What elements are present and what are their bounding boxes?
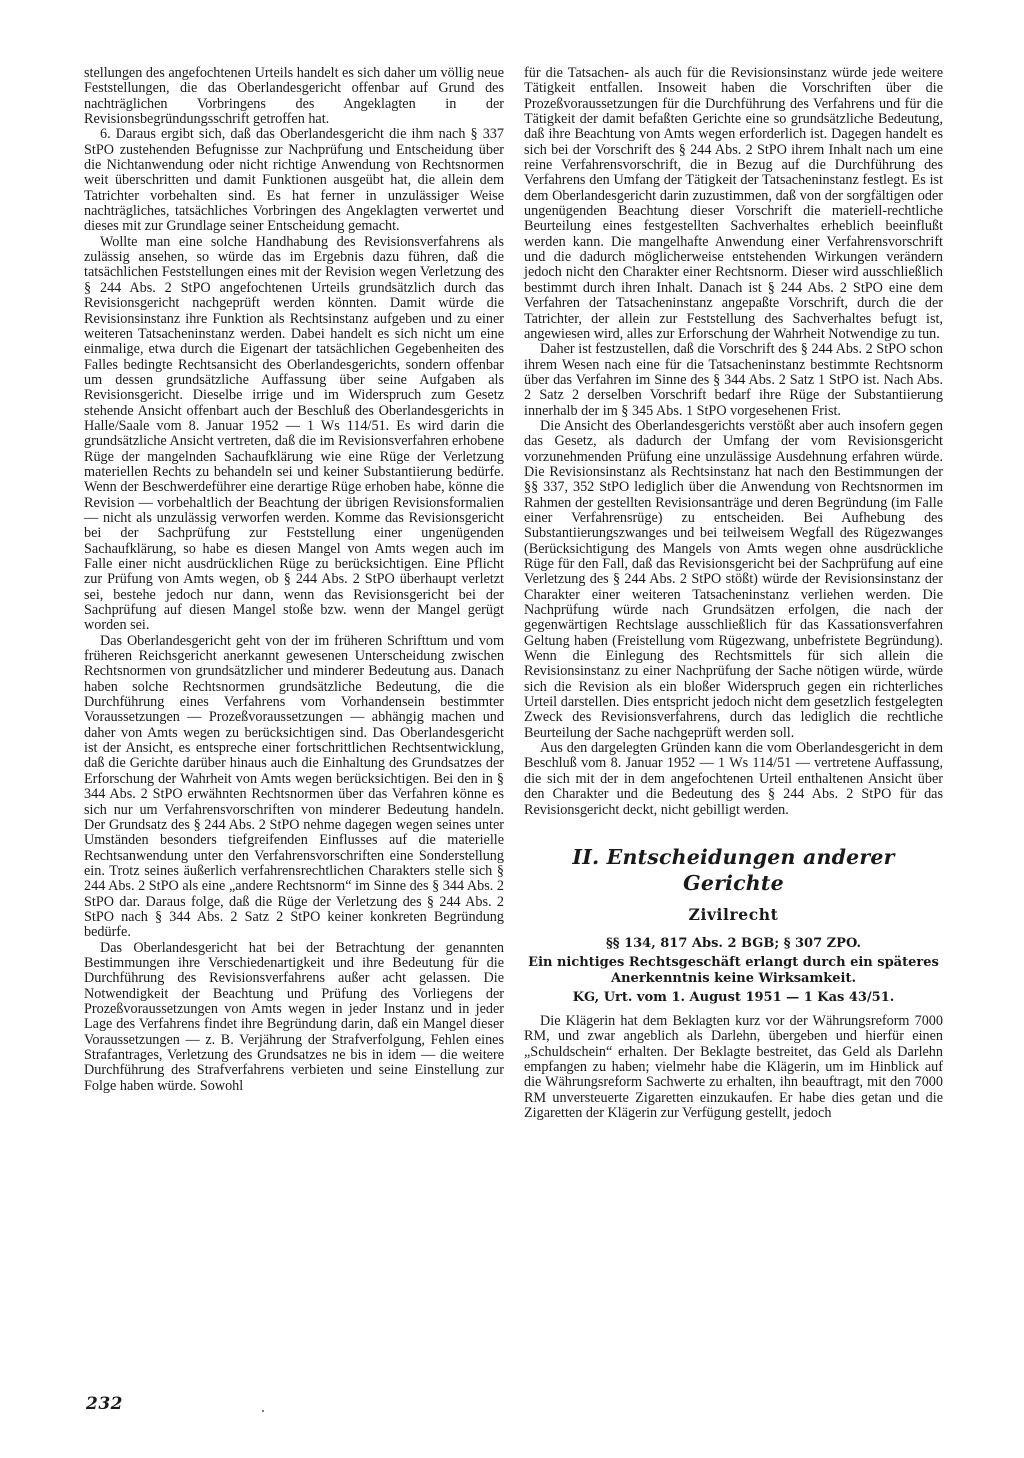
- right-column: [524, 66, 943, 1121]
- paragraph: Wollte man eine solche Handhabung des Revisionsverfahrens als zulässig ansehen, so würde das im Ergebnis dazu führen, daß die tatsächlichen Feststellungen eines mit der Revision wegen Verletzung des § 244 Abs. 2 StPO angefochtenen Urteils grundsätzlich durch das Revisionsgericht nachgeprüft werden könnten. Damit würde die Revisionsinstanz ihre Funktion als Rechtsinstanz aufgeben und zu einer weiteren Tatsacheninstanz werden. Dabei handelt es sich nicht um eine einmalige, etwa durch die Eigenart der tatsächlichen Gegebenheiten des Falles bedingte Rechtsansicht des Oberlandesgerichts, sondern offenbar um dessen grundsätzliche Auffassung über seine Aufgaben als Revisionsgericht. Dieselbe irrige und im Widerspruch zum Gesetz stehende Ansicht offenbart auch der Beschluß des Oberlandesgerichts in Halle/Saale vom 8. Januar 1952 — 1 Ws 114/51. Es wird darin die grundsätzliche Ansicht vertreten, daß die im Revisionsverfahren erhobene Rüge der mangelnden Sachaufklärung wie eine Rüge der Verletzung materiellen Rechts zu behandeln sei und keiner Substantiierung bedürfe. Wenn der Beschwerdeführer eine derartige Rüge erhoben habe, könne die Revision — vorbehaltlich der Beachtung der übrigen Revisionsformalien — nicht als unzulässig verworfen werden. Komme das Revisionsgericht bei der Sachprüfung zur Feststellung einer ungenügenden Sachaufklärung, so habe es diesen Mangel von Amts wegen auch im Falle einer nicht ausdrücklichen Rüge zu berücksichtigen. Eine Pflicht zur Prüfung von Amts wegen, ob § 244 Abs. 2 StPO überhaupt verletzt sei, bestehe jedoch nur dann, wenn das Revisionsgericht bei der Sachprüfung auf diesen Mangel stoße bzw. wenn der Mangel gerügt worden sei.: [84, 233, 504, 634]
- decision-norms: §§ 134, 817 Abs. 2 BGB; § 307 ZPO.: [605, 935, 862, 951]
- print-speck: [262, 1410, 264, 1412]
- paragraph: 6. Daraus ergibt sich, daß das Oberlandesgericht die ihm nach § 337 StPO zustehenden Befugnisse zur Nachprüfung und Entscheidung über die Nichtanwendung oder nicht richtige Anwendung von Rechtsnormen weit überschritten und damit Funktionen ausgeübt hat, die allein dem Tatrichter vorbehalten sind. Es hat ferner in unzulässiger Weise nachträgliches, tatsächliches Vorbringen des Angeklagten verwertet und dieses mit zur Grundlage seiner Entscheidung gemacht.: [84, 126, 504, 235]
- decision-headnote: Ein nichtiges Rechtsgeschäft erlangt durch ein späteres Anerkenntnis keine Wirksamkeit.: [528, 955, 939, 986]
- section-heading: II. Entscheidungen anderer Gerichte: [572, 844, 895, 895]
- paragraph: Aus den dargelegten Gründen kann die vom Oberlandesgericht in dem Beschluß vom 8. Januar 1952 — 1 Ws 114/51 — vertretene Auffassung, die sich mit der in dem angefochtenen Urteil enthaltenen Ansicht über den Charakter und die Bedeutung des § 244 Abs. 2 StPO für das Revisionsgericht deckt, nicht gebilligt werden.: [524, 740, 943, 818]
- paragraph: Das Oberlandesgericht hat bei der Betrachtung der genannten Bestimmungen ihre Verschiedenartigkeit und ihre Bedeutung für die Durchführung des Revisionsverfahrens außer acht gelassen. Die Notwendigkeit der Beachtung und Prüfung des Vorliegens der Prozeßvoraussetzungen von Amts wegen in jeder Instanz und in jeder Lage des Verfahrens findet ihre Begründung darin, daß ein Mangel dieser Voraussetzungen — z. B. Verjährung der Strafverfolgung, Fehlen eines Strafantrages, Verletzung des Grundsatzes ne bis in idem — die weitere Durchführung des Strafverfahrens verbieten und seine Einstellung zur Folge haben würde. Sowohl: [84, 939, 504, 1094]
- paragraph: Die Ansicht des Oberlandesgerichts verstößt aber auch insofern gegen das Gesetz, als dadurch der Umfang der vom Revisionsgericht vorzunehmenden Prüfung eine unzulässige Ausdehnung erfahren würde. Die Revisionsinstanz als Rechtsinstanz hat nach den Bestimmungen der §§ 337, 352 StPO lediglich über die Anwendung von Rechtsnormen im Rahmen der gestellten Revisionsanträge und deren Begründung (im Falle einer Verfahrensrüge) zu entscheiden. Bei Aufhebung des Substantiierungszwanges und bei teilweisem Wegfall des Rügezwanges (Berücksichtigung des Mangels von Amts wegen ohne ausdrückliche Rüge für den Fall, daß das Revisionsgericht bei der Sachprüfung auf eine Verletzung des § 244 Abs. 2 StPO stößt) würde der Revisionsinstanz der Charakter einer weiteren Tatsacheninstanz verliehen werden. Die Nachprüfung würde nach Grundsätzen erfolgen, die nach der gegenwärtigen Rechtslage ausschließlich für das Kassationsverfahren Geltung haben (Freistellung vom Rügezwang, unbefristete Begründung). Wenn die Einlegung des Rechtsmittels für sich allein die Revisionsinstanz zu einer Nachprüfung der Sache nötigen würde, würde sich die Revision als ein bloßer Widerspruch gegen ein richterliches Urteil darstellen. Dies entspricht jedoch nicht dem gesetzlich festgelegten Zweck des Revisionsverfahrens, durch das lediglich die rechtliche Beurteilung der Sache nachgeprüft werden soll.: [524, 417, 943, 741]
- paragraph: Die Klägerin hat dem Beklagten kurz vor der Währungsreform 7000 RM, und zwar angeblich als Darlehn, übergeben und hierfür einen „Schuldschein“ erhalten. Der Beklagte bestreitet, das Geld als Darlehn empfangen zu haben; vielmehr habe die Klägerin, um im Hinblick auf die Währungsreform Sachwerte zu erhalten, ihn beauftragt, mit den 7000 RM unversteuerte Zigaretten einzukaufen. Er habe dies getan und die Zigaretten der Klägerin zur Verfügung gestellt, jedoch: [524, 1012, 943, 1121]
- decision-header: [524, 936, 943, 1006]
- paragraph: stellungen des angefochtenen Urteils handelt es sich daher um völlig neue Feststellungen, die das Oberlandesgericht offenbar auf Grund des nachträglichen Vorbringens des Angeklagten in der Revisionsbegründungsschrift getroffen hat.: [84, 65, 504, 128]
- left-column: [84, 66, 504, 1094]
- page-number: 232: [86, 1394, 123, 1414]
- decision-court-reference: KG, Urt. vom 1. August 1951 — 1 Kas 43/51.: [572, 990, 895, 1006]
- paragraph: Das Oberlandesgericht geht von der im früheren Schrifttum und vom früheren Reichsgericht anerkannt gewesenen Unterscheidung zwischen Rechtsnormen von grundsätzlicher und minderer Bedeutung aus. Danach haben solche Rechtsnormen grundsätzliche Bedeutung, die die Durchführung eines Verfahrens vom Vorhandensein bestimmter Voraussetzungen — Prozeßvoraussetzungen — abhängig machen und daher von Amts wegen zu berücksichtigen sind. Das Oberlandesgericht ist der Ansicht, es entspreche einer fortschrittlichen Rechtsentwicklung, daß die Gerichte darüber hinaus auch die Einhaltung des Grundsatzes der Erforschung der Wahrheit von Amts wegen berücksichtigen. Bei den in § 344 Abs. 2 StPO erwähnten Rechtsnormen über das Verfahren könne es sich nur um Verfahrensvorschriften von minderer Bedeutung handeln. Der Grundsatz des § 244 Abs. 2 StPO nehme dagegen wegen seines unter Umständen besonders tiefgreifenden Einflusses auf die materielle Rechtsanwendung unter den Verfahrensvorschriften eine Sonderstellung ein. Trotz seines äußerlich verfahrensrechtlichen Charakters stelle sich § 244 Abs. 2 StPO als eine „andere Rechtsnorm“ im Sinne des § 344 Abs. 2 StPO dar. Daraus folge, daß die Rüge der Verletzung des § 244 Abs. 2 StPO nach § 344 Abs. 2 Satz 2 StPO keiner konkreten Begründung bedürfe.: [84, 632, 504, 941]
- paragraph: für die Tatsachen- als auch für die Revisionsinstanz würde jede weitere Tätigkeit entfallen. Insoweit haben die Vorschriften über die Prozeßvoraussetzungen für die Durchführung des Verfahrens und für die Tätigkeit der damit befaßten Gerichte eine so grundsätzliche Bedeutung, daß ihre Beachtung von Amts wegen erforderlich ist. Dagegen handelt es sich bei der Vorschrift des § 244 Abs. 2 StPO ihrem Inhalt nach um eine reine Verfahrensvorschrift, die in Bezug auf die Durchführung des Verfahrens den Umfang der Tätigkeit der Tatsacheninstanz festlegt. Es ist dem Oberlandesgericht darin zuzustimmen, daß von der sorgfältigen oder ungenügenden Beachtung dieser Vorschrift die materiell-rechtliche Beurteilung eines festgestellten Sachverhaltes erheblich beeinflußt werden kann. Die mangelhafte Anwendung einer Verfahrensvorschrift und die dadurch möglicherweise entstehenden Wirkungen verändern jedoch nicht den Charakter einer Rechtsnorm. Dieser wird ausschließlich bestimmt durch ihren Inhalt. Danach ist § 244 Abs. 2 StPO eine dem Verfahren der Tatsacheninstanz angepaßte Vorschrift, durch die der Tatrichter, der allein zur Feststellung des Sachverhaltes befugt ist, angewiesen wird, alles zur Erforschung der Wahrheit Notwendige zu tun.: [524, 65, 943, 342]
- sub-heading: Zivilrecht: [688, 904, 779, 924]
- paragraph: Daher ist festzustellen, daß die Vorschrift des § 244 Abs. 2 StPO schon ihrem Wesen nach eine für die Tatsacheninstanz bestimmte Rechtsnorm über das Verfahren im Sinne des § 344 Abs. 2 Satz 1 StPO ist. Nach Abs. 2 Satz 2 derselben Vorschrift bedarf ihre Rüge der Substantiierung innerhalb der im § 345 Abs. 1 StPO vorgesehenen Frist.: [524, 341, 943, 419]
